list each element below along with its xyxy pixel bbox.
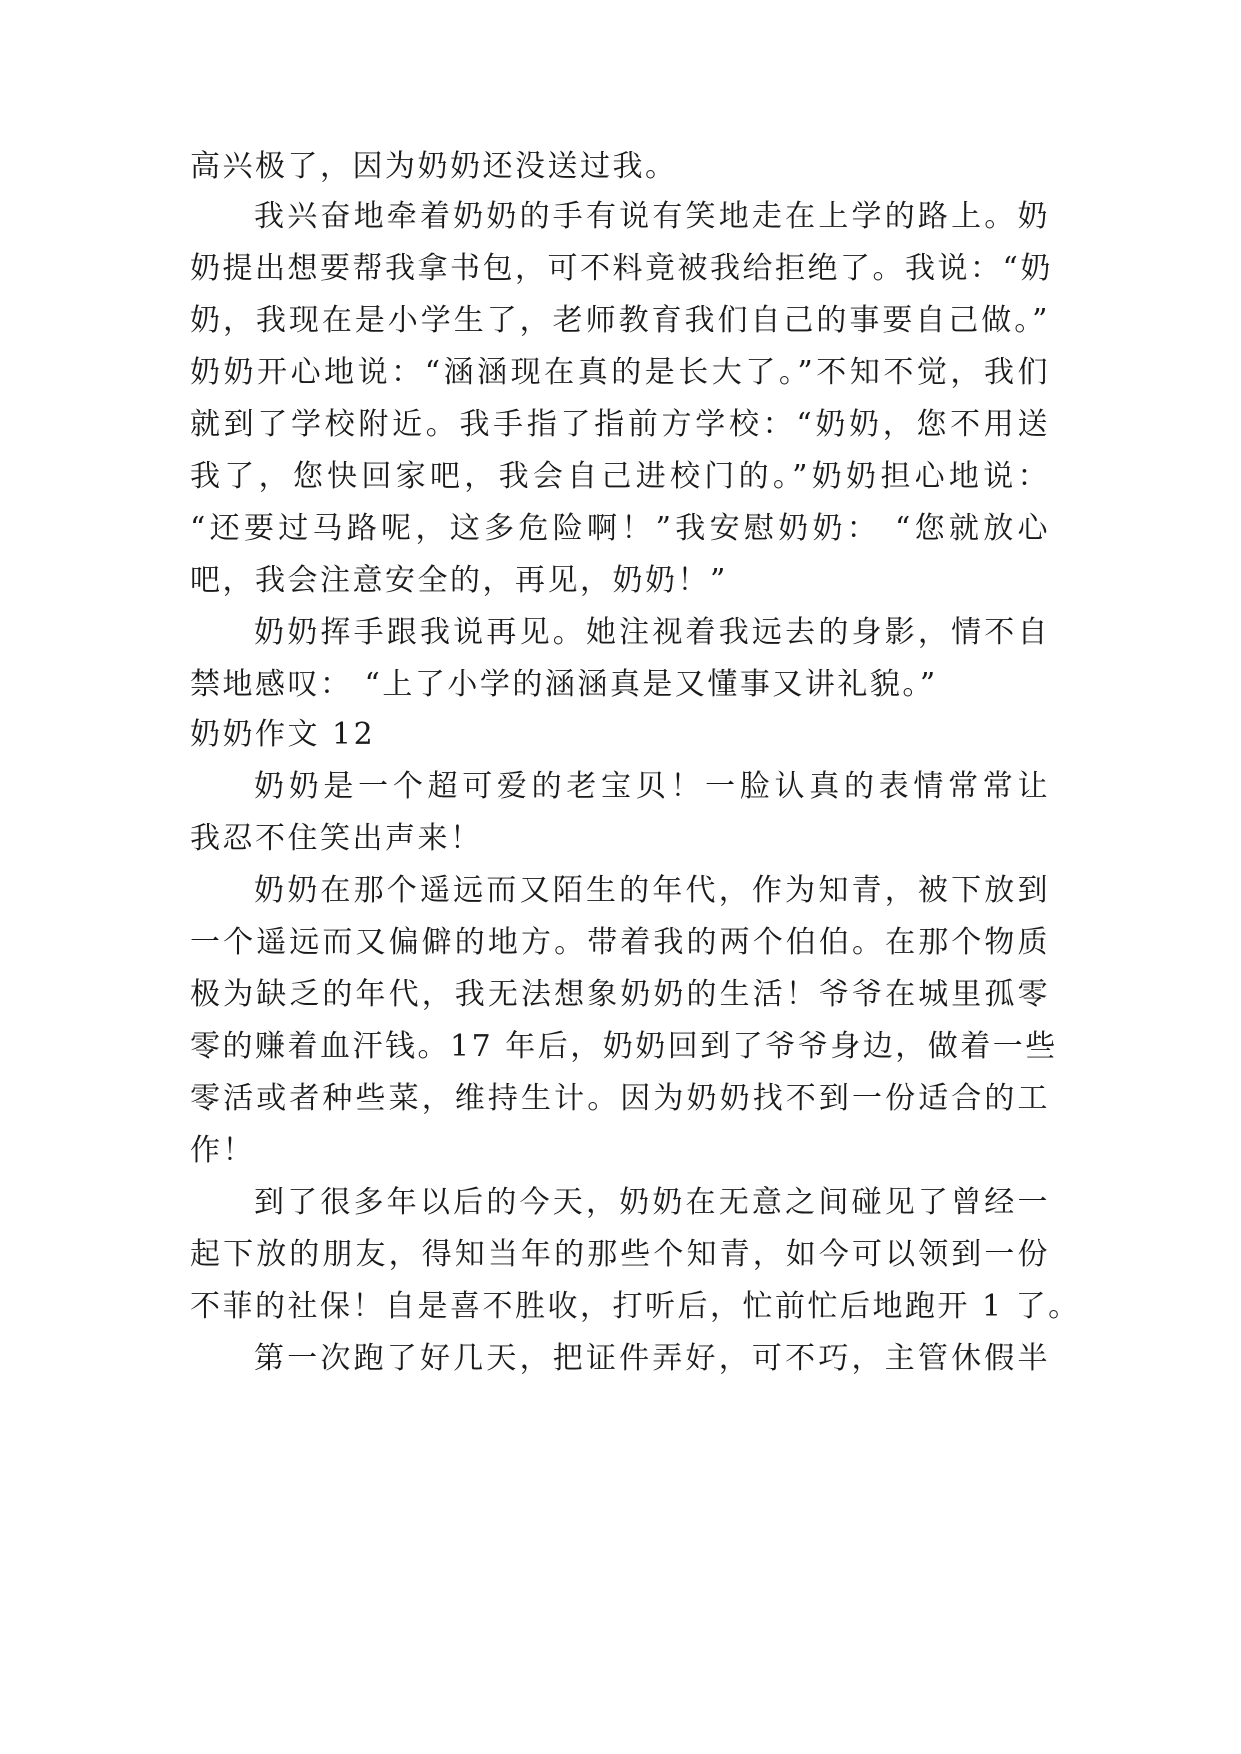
text-line: 奶奶开心地说：“涵涵现在真的是长大了。”不知不觉，我们 [190, 355, 1050, 390]
text-line: 不菲的社保！自是喜不胜收，打听后，忙前忙后地跑开 1 了。 [190, 1289, 1081, 1324]
paragraph-first-line: 第一次跑了好几天，把证件弄好，可不巧，主管休假半 [254, 1341, 1050, 1376]
text-line: 起下放的朋友，得知当年的那些个知青，如今可以领到一份 [190, 1237, 1050, 1272]
text-line: 奶提出想要帮我拿书包，可不料竟被我给拒绝了。我说：“奶 [190, 251, 1053, 286]
section-title: 奶奶作文 12 [190, 717, 376, 752]
text-line: 极为缺乏的年代，我无法想象奶奶的生活！爷爷在城里孤零 [190, 977, 1050, 1012]
text-line: 我忍不住笑出声来！ [190, 821, 483, 856]
paragraph-first-line: 奶奶是一个超可爱的老宝贝！一脸认真的表情常常让 [254, 769, 1050, 804]
text-line: 就到了学校附近。我手指了指前方学校：“奶奶，您不用送 [190, 407, 1050, 442]
paragraph-first-line: 奶奶挥手跟我说再见。她注视着我远去的身影，情不自 [254, 615, 1050, 650]
text-line: 一个遥远而又偏僻的地方。带着我的两个伯伯。在那个物质 [190, 925, 1050, 960]
text-line: 零活或者种些菜，维持生计。因为奶奶找不到一份适合的工 [190, 1081, 1050, 1116]
paragraph-first-line: 到了很多年以后的今天，奶奶在无意之间碰见了曾经一 [254, 1185, 1050, 1220]
text-line: 作！ [190, 1133, 255, 1168]
text-line: 我了，您快回家吧，我会自己进校门的。”奶奶担心地说： [190, 459, 1050, 494]
text-line: 禁地感叹： “上了小学的涵涵真是又懂事又讲礼貌。” [190, 667, 938, 702]
text-line: 吧，我会注意安全的，再见，奶奶！” [190, 563, 728, 598]
paragraph-first-line: 我兴奋地牵着奶奶的手有说有笑地走在上学的路上。奶 [254, 199, 1050, 234]
paragraph-first-line: 奶奶在那个遥远而又陌生的年代，作为知青，被下放到 [254, 873, 1050, 908]
text-line: 奶，我现在是小学生了，老师教育我们自己的事要自己做。” [190, 303, 1050, 338]
text-line: “还要过马路呢，这多危险啊！”我安慰奶奶： “您就放心 [190, 511, 1050, 546]
text-line: 高兴极了，因为奶奶还没送过我。 [190, 149, 678, 184]
text-line: 零的赚着血汗钱。17 年后，奶奶回到了爷爷身边，做着一些 [190, 1029, 1058, 1064]
